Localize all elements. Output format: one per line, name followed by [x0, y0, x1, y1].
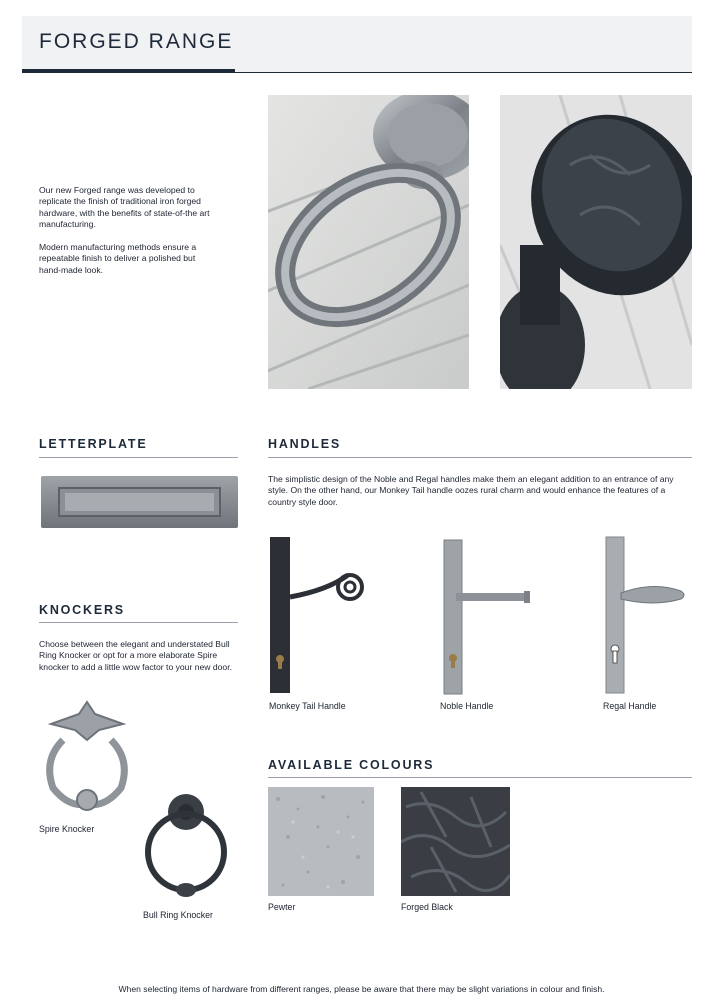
knockers-description: Choose between the elegant and understated Bull Ring Knocker or opt for a more elaborate Spire knocker to add a little wow factor to your new door.	[39, 639, 232, 672]
pewter-swatch	[268, 787, 374, 896]
intro-paragraph-2: Modern manufacturing methods ensure a repeatable finish to deliver a polished but hand-made look.	[39, 242, 197, 275]
intro-paragraph-1: Our new Forged range was developed to replicate the finish of traditional iron forged hardware, with the benefits of state-of-the art manufacturing.	[39, 185, 210, 229]
letterplate-image	[41, 476, 238, 528]
spire-knocker-label: Spire Knocker	[39, 824, 95, 834]
regal-handle-label: Regal Handle	[603, 701, 657, 711]
handles-heading: HANDLES	[268, 437, 342, 451]
intro-text	[39, 185, 219, 288]
pewter-label: Pewter	[268, 902, 296, 912]
handles-description: The simplistic design of the Noble and Regal handles make them an elegant addition to an entrance of any style. On the other hand, our Monkey Tail handle oozes rural charm and would enhance the features of a country style door.	[268, 474, 674, 507]
noble-handle-image	[440, 538, 540, 696]
colours-rule	[268, 777, 692, 778]
spire-knocker-image	[39, 700, 135, 812]
monkey-tail-handle-label: Monkey Tail Handle	[269, 701, 346, 711]
handles-rule	[268, 457, 692, 458]
knockers-heading: KNOCKERS	[39, 603, 125, 617]
monkey-tail-handle-image	[268, 535, 368, 695]
oval-knob-photo	[500, 95, 692, 389]
regal-handle-image	[603, 535, 693, 695]
colours-heading: AVAILABLE COLOURS	[268, 758, 435, 772]
letterplate-rule	[39, 457, 238, 458]
header-accent-bar	[22, 69, 235, 73]
page-title: FORGED RANGE	[39, 30, 234, 53]
forged-black-swatch	[401, 787, 510, 896]
bull-ring-knocker-image	[140, 792, 236, 902]
bull-ring-knocker-label: Bull Ring Knocker	[143, 910, 213, 920]
ring-pull-photo	[268, 95, 469, 389]
footer-note: When selecting items of hardware from different ranges, please be aware that there may be slight variations in colour and finish.	[118, 984, 605, 994]
forged-black-label: Forged Black	[401, 902, 453, 912]
noble-handle-label: Noble Handle	[440, 701, 494, 711]
knockers-rule	[39, 622, 238, 623]
letterplate-heading: LETTERPLATE	[39, 437, 148, 451]
